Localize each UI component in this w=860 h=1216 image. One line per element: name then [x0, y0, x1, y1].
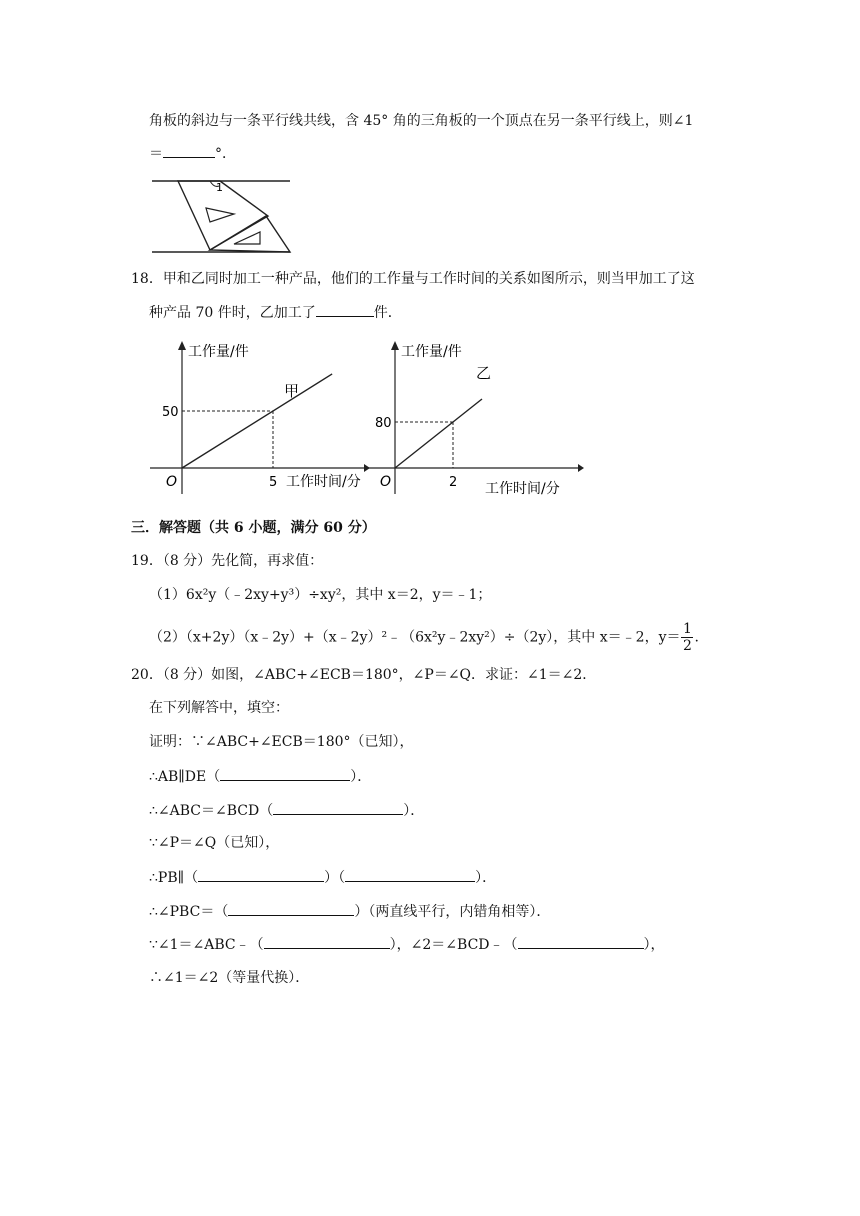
- q17-degree: °．: [215, 146, 236, 162]
- q19-period: .: [694, 629, 699, 646]
- q17-eq: ＝: [149, 146, 163, 162]
- blank-angle-3[interactable]: [518, 934, 644, 949]
- blank-angle-2[interactable]: [264, 934, 390, 949]
- q20-proof-line3: ∴∠ABC＝∠BCD（ ）．: [149, 800, 424, 821]
- q18-text: 种产品 70 件时，乙加工了: [149, 305, 316, 321]
- q20-proof-line2: ∴AB∥DE（ ）．: [149, 766, 371, 787]
- q19-head: 19．（8 分）先化简，再求值：: [131, 553, 324, 569]
- y-axis-label: 工作量/件: [401, 344, 462, 360]
- x-tick-label: 2: [449, 475, 458, 490]
- series-line-乙: [395, 399, 482, 468]
- x-axis-label: 工作时间/分: [286, 474, 361, 490]
- q20-proof-line4: ∵∠P＝∠Q（已知），: [149, 835, 280, 851]
- q17-line1: 角板的斜边与一条平行线共线，含 45° 角的三角板的一个顶点在另一条平行线上，则∠1: [149, 113, 694, 129]
- q18-answer-blank[interactable]: [316, 302, 374, 317]
- q20-proof-line6: ∴∠PBC＝（ ）（两直线平行，内错角相等）．: [149, 901, 550, 922]
- blank-angle[interactable]: [228, 901, 354, 916]
- fraction-one-half: $\frac{1}{2}$: [683, 621, 692, 654]
- q20-proof-line1: 证明：∵∠ABC+∠ECB＝180°（已知），: [149, 734, 414, 750]
- blank-reason-3[interactable]: [345, 867, 475, 882]
- origin-label: O: [380, 474, 392, 490]
- x-tick-label: 5: [269, 475, 278, 490]
- q20-proof-line7: ∵∠1＝∠ABC﹣（ ），∠2＝∠BCD﹣（ ），: [149, 934, 665, 955]
- series-label: 甲: [284, 382, 300, 400]
- q19-part2: [149, 622, 699, 653]
- x-axis-label: 工作时间/分: [485, 481, 560, 497]
- q20-proof-line5: ∴PB∥（ ）（ ）．: [149, 867, 496, 888]
- q18-line1: 18．甲和乙同时加工一种产品，他们的工作量与工作时间的关系如图所示，则当甲加工了这: [131, 271, 695, 287]
- chart-jia: [150, 336, 370, 496]
- q19-part1: （1）6x²y（﹣2xy+y³）÷xy²，其中 x＝2，y＝﹣1；: [149, 587, 492, 603]
- blank-reason-2[interactable]: [273, 800, 403, 815]
- q17-angle-label: 1: [216, 181, 223, 194]
- q19-part2-text: （2）（x+2y）（x﹣2y）+（x﹣2y）²﹣（6x²y﹣2xy²）÷（2y），其中 x＝﹣2，y＝: [149, 629, 681, 646]
- section-title: 三．解答题（共 6 小题，满分 60 分）: [131, 520, 376, 536]
- y-axis-label: 工作量/件: [188, 344, 249, 360]
- blank-parallel-line[interactable]: [198, 867, 324, 882]
- origin-label: O: [166, 474, 178, 490]
- q20-proof-line8: ∴∠1＝∠2（等量代换）．: [149, 970, 310, 986]
- y-tick-label: 50: [162, 405, 179, 420]
- y-tick-label: 80: [375, 416, 392, 431]
- q17-answer-blank[interactable]: [163, 143, 215, 158]
- blank-reason-1[interactable]: [220, 766, 350, 781]
- series-label: 乙: [476, 364, 492, 382]
- series-line-甲: [182, 374, 332, 468]
- q17-line2: [149, 143, 236, 164]
- q18-line2: [149, 302, 402, 323]
- q20-intro: 在下列解答中，填空：: [149, 700, 289, 716]
- q17-triangle-figure: [148, 174, 294, 258]
- q20-head: 20．（8 分）如图，∠ABC+∠ECB＝180°，∠P＝∠Q．求证：∠1＝∠2．: [131, 667, 597, 683]
- q18-unit: 件．: [373, 305, 402, 321]
- chart-yi: [364, 336, 584, 500]
